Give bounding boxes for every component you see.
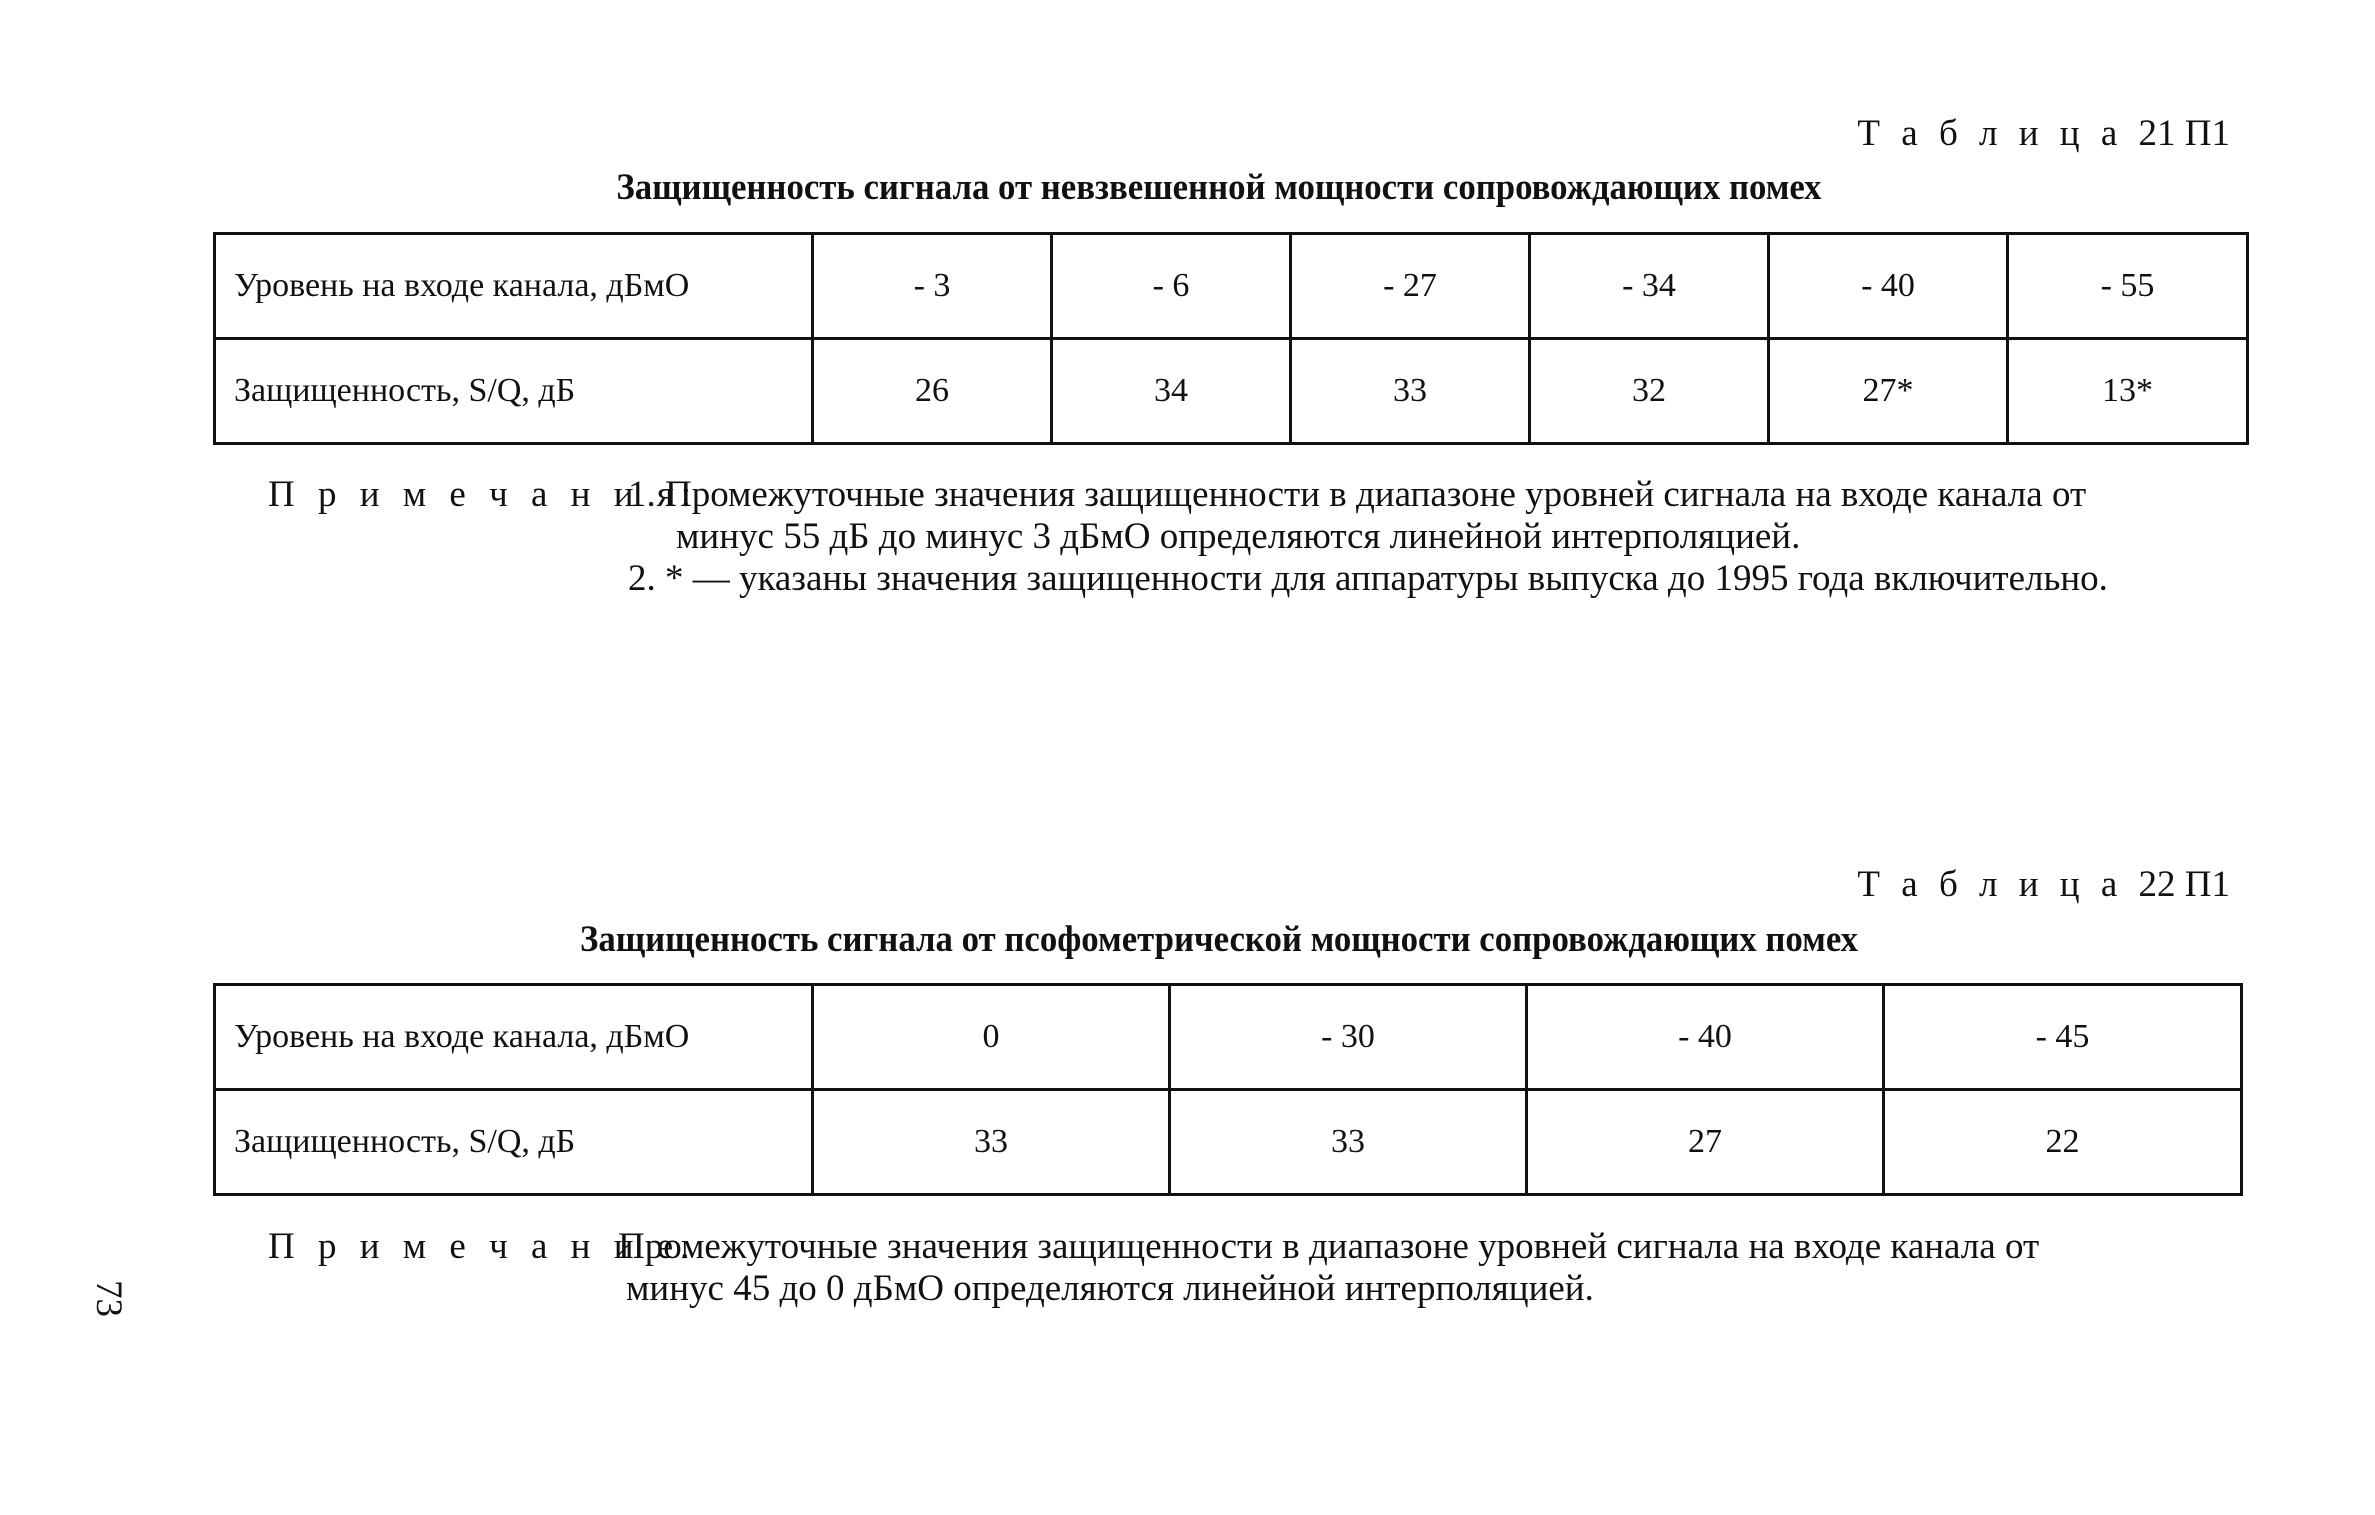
table-22-note-line-2: минус 45 до 0 дБмО определяются линейной интерполяцией. <box>626 1268 1594 1309</box>
page-number: 73 <box>88 1280 129 1317</box>
table-21-note-1-line-1: 1. Промежуточные значения защищенности в диапазоне уровней сигнала на входе канала от <box>628 474 2087 515</box>
table-cell: 26 <box>813 339 1052 444</box>
row-header-level: Уровень на входе канала, дБмО <box>215 234 813 339</box>
table-cell: - 34 <box>1530 234 1769 339</box>
table-22-number: 22 П1 <box>2138 864 2230 905</box>
row-header-protection: Защищенность, S/Q, дБ <box>215 1090 813 1195</box>
table-21-note-1-line-2: минус 55 дБ до минус 3 дБмО определяются линейной интерполяцией. <box>676 516 1801 557</box>
table-21-note-2: 2. * — указаны значения защищенности для аппаратуры выпуска до 1995 года включительно. <box>628 558 2108 599</box>
table-cell: - 6 <box>1052 234 1291 339</box>
table-22-label <box>1857 863 2230 906</box>
table-cell: - 55 <box>2008 234 2248 339</box>
table-22-note-line-1: Промежуточные значения защищенности в диапазоне уровней сигнала на входе канала от <box>618 1226 2040 1267</box>
table-21-number: 21 П1 <box>2138 113 2230 154</box>
table-22-row-protection <box>215 1090 2242 1195</box>
table-21-label <box>1857 112 2230 155</box>
table-21-notes-heading: П р и м е ч а н и я: <box>268 474 699 515</box>
table-cell: 22 <box>1884 1090 2242 1195</box>
table-cell: - 3 <box>813 234 1052 339</box>
table-cell: - 40 <box>1527 985 1884 1090</box>
table-cell: 0 <box>813 985 1170 1090</box>
table-22 <box>213 983 2243 1196</box>
table-cell: 13* <box>2008 339 2248 444</box>
table-21-row-protection <box>215 339 2248 444</box>
table-22-label-word: Т а б л и ц а <box>1857 864 2124 905</box>
table-cell: 27 <box>1527 1090 1884 1195</box>
row-header-protection: Защищенность, S/Q, дБ <box>215 339 813 444</box>
table-cell: 33 <box>813 1090 1170 1195</box>
table-cell: 27* <box>1769 339 2008 444</box>
table-22-note-heading: П р и м е ч а н и е. <box>268 1226 697 1267</box>
table-22-title: Защищенность сигнала от псофометрической мощности сопровождающих помех <box>580 919 1858 960</box>
table-cell: 33 <box>1170 1090 1527 1195</box>
table-cell: - 40 <box>1769 234 2008 339</box>
table-21-title: Защищенность сигнала от невзвешенной мощности сопровождающих помех <box>616 167 1822 208</box>
table-22-row-level <box>215 985 2242 1090</box>
table-21 <box>213 232 2249 445</box>
table-cell: 32 <box>1530 339 1769 444</box>
table-cell: 33 <box>1291 339 1530 444</box>
table-cell: - 30 <box>1170 985 1527 1090</box>
table-21-label-word: Т а б л и ц а <box>1857 113 2124 154</box>
table-cell: - 45 <box>1884 985 2242 1090</box>
table-cell: - 27 <box>1291 234 1530 339</box>
table-21-row-level <box>215 234 2248 339</box>
row-header-level: Уровень на входе канала, дБмО <box>215 985 813 1090</box>
table-cell: 34 <box>1052 339 1291 444</box>
